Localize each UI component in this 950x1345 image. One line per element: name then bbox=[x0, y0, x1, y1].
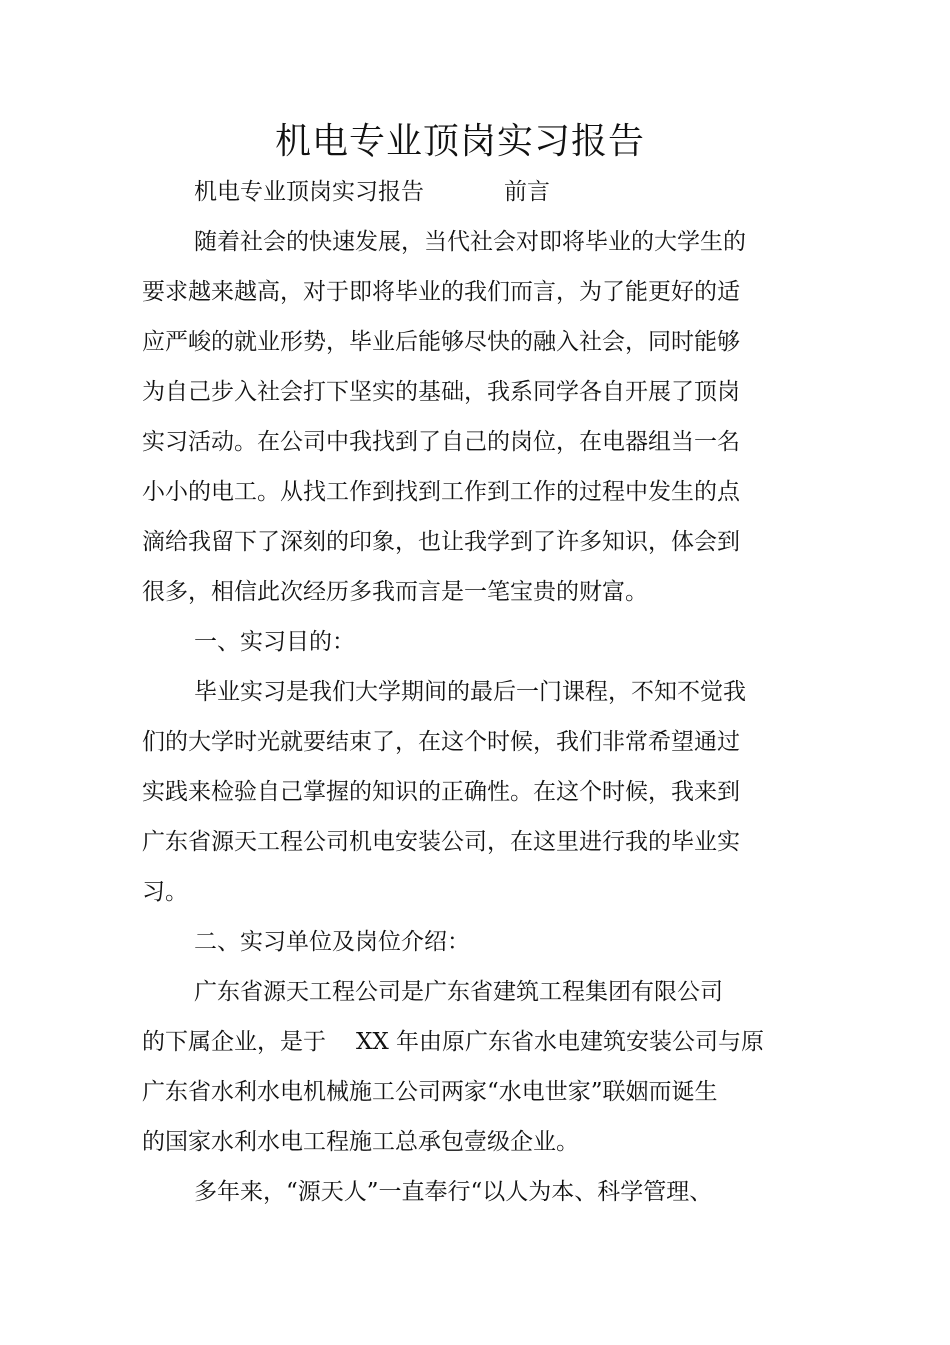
paragraph-line: 实践来检验自己掌握的知识的正确性。在这个时候，我来到 bbox=[142, 779, 740, 805]
paragraph-line: 要求越来越高，对于即将毕业的我们而言，为了能更好的适 bbox=[142, 279, 740, 305]
line-part: 的下属企业，是于 bbox=[142, 1029, 326, 1055]
paragraph-line: 应严峻的就业形势，毕业后能够尽快的融入社会，同时能够 bbox=[142, 329, 740, 355]
paragraph-line: 为自己步入社会打下坚实的基础，我系同学各自开展了顶岗 bbox=[142, 379, 740, 405]
paragraph-line: 习。 bbox=[142, 879, 188, 905]
line-part: XX 年由原广东省水电建筑安装公司与原 bbox=[356, 1029, 765, 1055]
paragraph-line: 毕业实习是我们大学期间的最后一门课程，不知不觉我 bbox=[194, 679, 746, 705]
section-heading: 二、实习单位及岗位介绍： bbox=[194, 929, 470, 955]
paragraph-line: 小小的电工。从找工作到找到工作到工作的过程中发生的点 bbox=[142, 479, 740, 505]
paragraph-line: 很多，相信此次经历多我而言是一笔宝贵的财富。 bbox=[142, 579, 648, 605]
paragraph-line: 多年来，“源天人”一直奉行“以人为本、科学管理、 bbox=[194, 1179, 713, 1205]
paragraph-line: 广东省源天工程公司机电安装公司，在这里进行我的毕业实 bbox=[142, 829, 740, 855]
paragraph-line: 广东省水利水电机械施工公司两家“水电世家”联姻而诞生 bbox=[142, 1079, 718, 1105]
document-title: 机电专业顶岗实习报告 bbox=[274, 121, 645, 162]
paragraph-line: 滴给我留下了深刻的印象，也让我学到了许多知识，体会到 bbox=[142, 529, 740, 555]
subtitle-left: 机电专业顶岗实习报告 bbox=[194, 179, 424, 205]
paragraph-line: 们的大学时光就要结束了，在这个时候，我们非常希望通过 bbox=[142, 729, 740, 755]
document-subtitle bbox=[194, 176, 550, 208]
paragraph-line: 实习活动。在公司中我找到了自己的岗位，在电器组当一名 bbox=[142, 429, 740, 455]
paragraph-line: 随着社会的快速发展，当代社会对即将毕业的大学生的 bbox=[194, 229, 746, 255]
section-heading: 一、实习目的： bbox=[194, 629, 355, 655]
paragraph-line: 的国家水利水电工程施工总承包壹级企业。 bbox=[142, 1129, 579, 1155]
paragraph-line: 广东省源天工程公司是广东省建筑工程集团有限公司 bbox=[194, 979, 723, 1005]
paragraph-line bbox=[142, 1026, 764, 1058]
subtitle-right: 前言 bbox=[504, 179, 550, 205]
